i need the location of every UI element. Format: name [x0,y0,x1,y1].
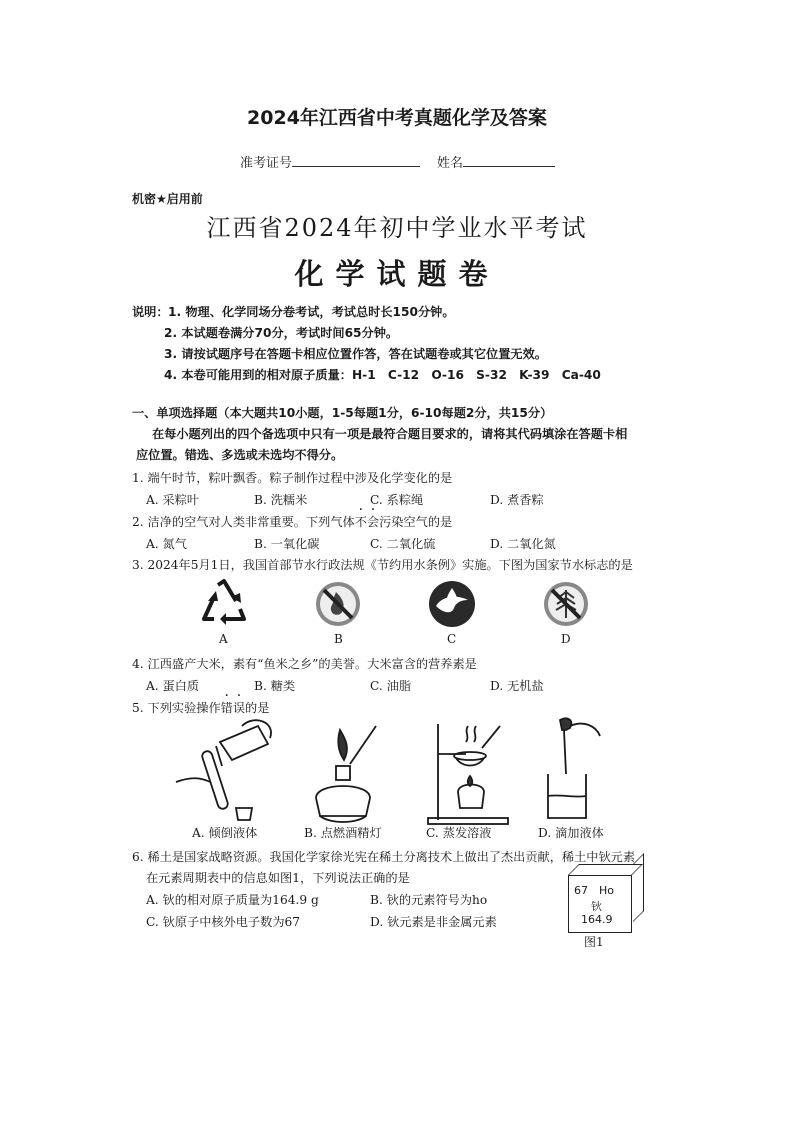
element-card [568,875,632,933]
name-label: 姓名 [437,156,464,171]
note-item: 2. 本试题卷满分70分，考试时间65分钟。 [164,326,399,340]
water-saving-icon [426,578,482,634]
question-2-option-c: C. 二氧化硫 [370,537,436,551]
exam-number-field [240,152,420,171]
question-5-stem [132,699,269,716]
question-6-option-b: B. 钬的元素符号为ho [370,893,488,907]
note-item: 1. 物理、化学同场分卷考试，考试总时长150分钟。 [168,305,455,319]
exam-title: 江西省2024年初中学业水平考试 [206,214,588,242]
question-2-option-d: D. 二氧化氮 [490,537,556,551]
question-1-stem: 1. 端午时节，粽叶飘香。粽子制作过程中涉及化学变化的是 [132,471,453,485]
q2-stem-part: 污染空气的是 [379,515,453,529]
confidential-mark: 机密★启用前 [132,192,203,206]
question-1-option-b: B. 洗糯米 [254,493,308,507]
emphasis-char: 误 [232,701,246,715]
option-label-b: B [334,632,343,646]
q2-stem-part: 2. 洁净的空气对人类非常重要。下列气体 [132,515,355,529]
name-field [437,152,555,171]
no-fire-icon [312,578,368,634]
option-label-a: A [219,632,228,646]
note-item: 3. 请按试题序号在答题卡相应位置作答，答在试题卷或其它位置无效。 [164,347,547,361]
question-6-stem: 6. 稀土是国家战略资源。我国化学家徐光宪在稀土分离技术上做出了杰出贡献，稀土中钬元素 [132,850,636,864]
document-title: 2024年江西省中考真题化学及答案 [247,107,547,129]
paper-title: 化学试题卷 [294,257,500,291]
question-5-option-c: C. 蒸发溶液 [426,826,492,840]
emphasis-char: 错 [220,701,233,715]
question-2-option-a: A. 氮气 [146,537,187,551]
question-2-option-b: B. 一氧化碳 [254,537,320,551]
question-5-option-d: D. 滴加液体 [538,826,604,840]
section-heading: 一、单项选择题（本大题共10小题，1-5每题1分，6-10每题2分，共15分） [132,406,553,420]
note-item: 4. 本卷可能用到的相对原子质量：H-1 C-12 O-16 S-32 K-39 Ca-40 [164,368,601,382]
atomic-mass: 164.9 [581,913,613,926]
emphasis-char: 会 [366,515,380,529]
name-blank [463,153,555,167]
emphasis-char: 不 [354,515,367,529]
exam-number-label: 准考证号 [240,156,293,171]
question-6-option-d: D. 钬元素是非金属元素 [370,915,497,929]
dropping-liquid-illustration [540,716,610,826]
figure-caption: 图1 [584,935,604,949]
evaporation-illustration [426,720,516,830]
alcohol-lamp-illustration [306,720,386,830]
section-instructions: 应位置。错选、多选或未选均不得分。 [136,448,344,462]
section-instructions: 在每小题列出的四个备选项中只有一项是最符合题目要求的，请将其代码填涂在答题卡相 [152,427,628,441]
question-4-option-b: B. 糖类 [254,679,296,693]
question-4-stem: 4. 江西盛产大米，素有“鱼米之乡”的美誉。大米富含的营养素是 [132,657,477,671]
question-1-option-c: C. 系粽绳 [370,493,424,507]
question-4-option-a: A. 蛋白质 [146,679,200,693]
question-1-option-d: D. 煮香粽 [490,493,544,507]
question-6-option-a: A. 钬的相对原子质量为164.9 g [146,893,319,907]
question-3-stem: 3. 2024年5月1日，我国首部节水行政法规《节约用水条例》实施。下图为国家节水标志的是 [132,558,633,572]
question-5-option-a: A. 倾倒液体 [192,826,258,840]
question-4-option-d: D. 无机盐 [490,679,544,693]
atomic-number: 67 [574,884,588,897]
q5-stem-part: 5. 下列实验操作 [132,701,221,715]
element-symbol: Ho [599,884,615,897]
q5-stem-part: 的是 [245,701,270,715]
question-4-option-c: C. 油脂 [370,679,412,693]
question-1-option-a: A. 采粽叶 [146,493,200,507]
recycling-icon [196,575,252,631]
exam-number-blank [292,153,420,167]
no-logging-icon [540,578,596,634]
option-label-c: C [447,632,457,646]
question-5-option-b: B. 点燃酒精灯 [304,826,382,840]
element-name: 钬 [591,900,602,913]
question-6-stem: 在元素周期表中的信息如图1，下列说法正确的是 [146,871,410,885]
notes-label: 说明： [132,305,169,319]
pouring-liquid-illustration [172,716,282,830]
option-label-d: D [561,632,571,646]
question-2-stem [132,513,452,530]
question-6-option-c: C. 钬原子中核外电子数为67 [146,915,301,929]
